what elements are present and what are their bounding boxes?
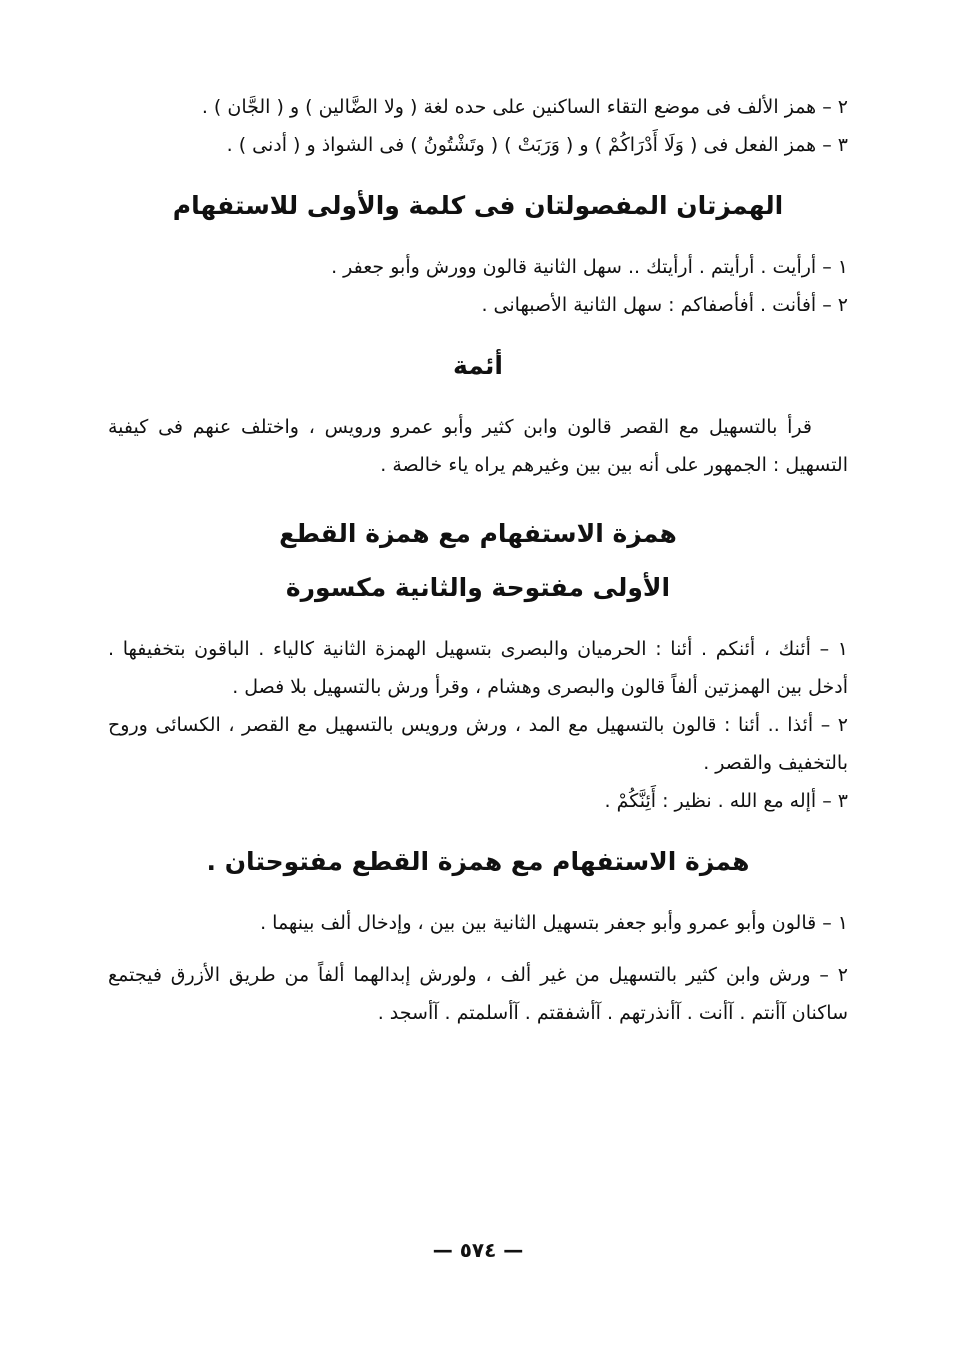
section-heading-istifham-qat: همزة الاستفهام مع همزة القطع [279, 519, 677, 548]
paragraph-item-3-hamz-fiel: ٣ – همز الفعل فى ( وَلَا أَدْرَاكُمْ ) و ( وَرَبَتْ ) ( وتَشْتُونُ ) فى الشواذ و ( أدنى ) . [226, 134, 848, 156]
page-number: — ٥٧٤ — [432, 1238, 524, 1262]
section-heading-aimma: أئمة [453, 351, 503, 380]
paragraph-item-1-ainnak: ١ – أئنك ، أئنكم . أئنا : الحرميان والبصرى بتسهيل الهمزة الثانية كالياء . الباقون بتخفيفها . أدخل بين الهمزتين ألفاً قالون والبصرى وهشام ، وقرأ ورش بالتسهيل بلا فصل . [108, 638, 848, 698]
paragraph-aimma-reading: قرأ بالتسهيل مع القصر قالون وابن كثير وأبو عمرو ورويس ، واختلف عنهم فى كيفية التسهيل : الجمهور على أنه بين بين وغيرهم يراه ياء خالصة . [108, 416, 848, 476]
paragraph-item-1-qalun: ١ – قالون وأبو عمرو وأبو جعفر بتسهيل الثانية بين بين ، وإدخال ألف بينهما . [260, 912, 848, 934]
paragraph-item-1-araayt: ١ – أرأيت . أرأيتم . أرأيتك .. سهل الثانية قالون وورش وأبو جعفر . [331, 256, 848, 278]
paragraph-item-2-aidha: ٢ – أئذا .. أئنا : قالون بالتسهيل مع المد ، ورش ورويس بالتسهيل مع القصر ، الكسائى وروح بالتخفيف والقصر . [108, 714, 848, 774]
paragraph-item-2-hamz-alif: ٢ – همز الألف فى موضع التقاء الساكنين على حده لغة ( ولا الضَّالين ) و ( الجَّان ) . [201, 96, 848, 118]
section-heading-maftuhatan: همزة الاستفهام مع همزة القطع مفتوحتان . [206, 847, 750, 876]
section-subheading-maftuha-maksura: الأولى مفتوحة والثانية مكسورة [285, 573, 671, 602]
paragraph-item-3-ailah: ٣ – أإله مع الله . نظير : أَئِنَّكُمْ . [604, 790, 848, 812]
paragraph-item-2-afaant: ٢ – أفأنت . أفأصفاكم : سهل الثانية الأصبهانى . [481, 294, 848, 316]
section-heading-separated-hamzas: الهمزتان المفصولتان فى كلمة والأولى للاستفهام [172, 191, 784, 220]
paragraph-item-2-warsh: ٢ – ورش وابن كثير بالتسهيل من غير ألف ، ولورش إبدالهما ألفاً من طريق الأزرق فيجتمع ساكنان آأنتم . آأنت . آأنذرتهم . آأشفقتم . آأسلمتم . آأسجد . [108, 964, 848, 1024]
